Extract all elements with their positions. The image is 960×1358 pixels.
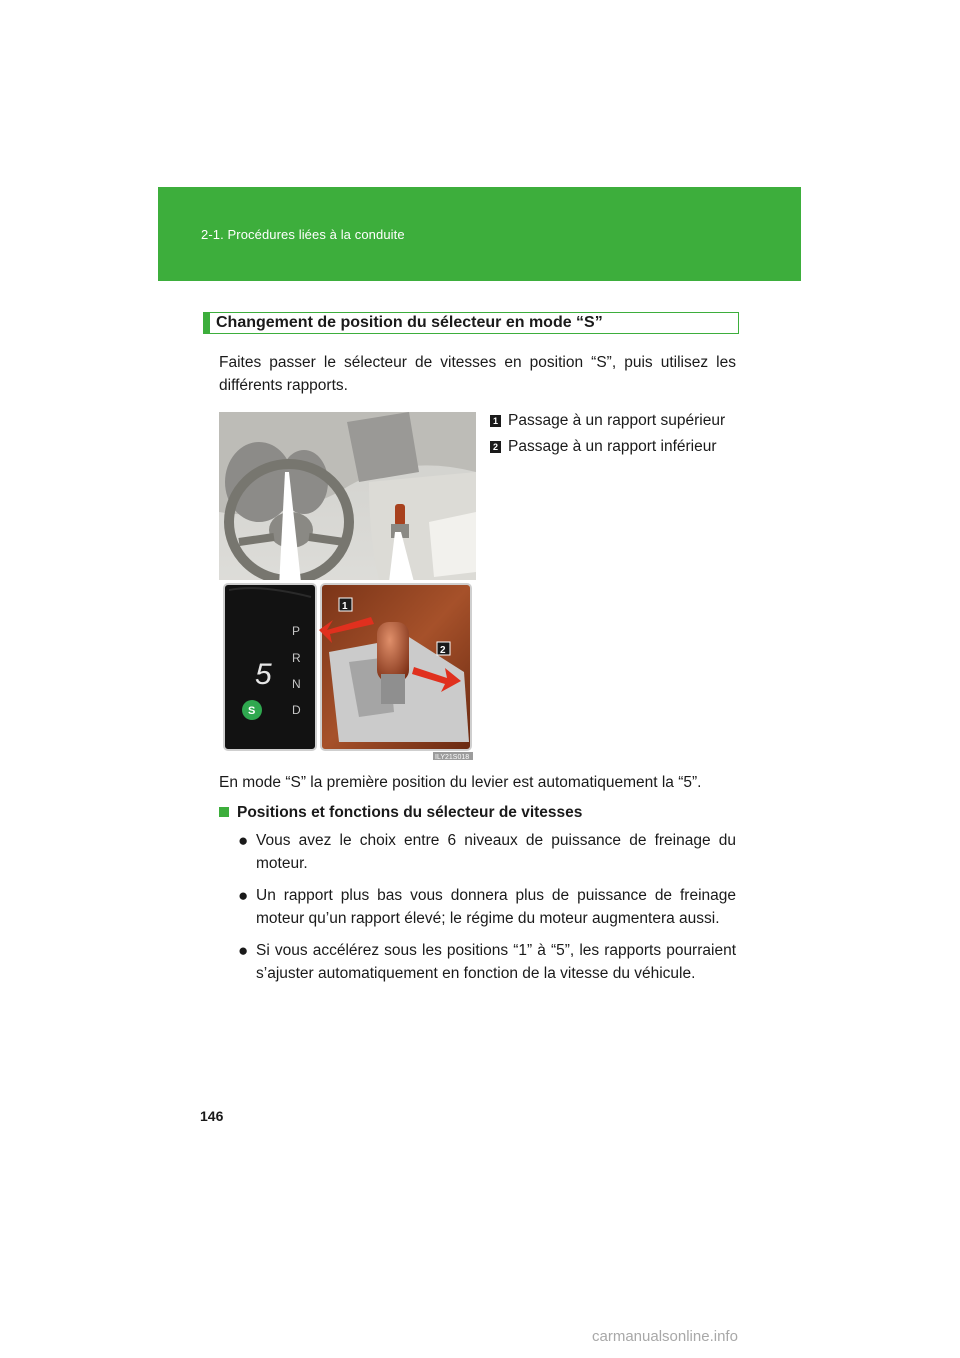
figure-code: ILY21S018 (435, 754, 470, 761)
callout-label-1: 1 (342, 601, 348, 612)
section-title-box (203, 312, 739, 334)
lever-small (395, 504, 405, 526)
bullet-text: Si vous accélérez sous les positions “1” à “5”, les rapports pourraient s’ajuster automatiquement en fonction de la vitesse du véhicule. (256, 942, 736, 982)
header-section-title: 2-1. Procédures liées à la conduite (201, 227, 405, 242)
section-title: Changement de position du sélecteur en mode “S” (216, 314, 603, 331)
legend-badge-2: 2 (490, 441, 501, 453)
bullet-item (238, 884, 736, 930)
s-mode-letter: S (248, 705, 256, 717)
callout-label-2: 2 (440, 645, 446, 656)
seat-edge (429, 512, 476, 577)
bullet-item (238, 829, 736, 875)
bullet-dot-icon: ● (238, 886, 249, 905)
mode-note: En mode “S” la première position du levier est automatiquement la “5”. (219, 774, 702, 791)
legend-badge-1: 1 (490, 415, 501, 427)
subsection-title: Positions et fonctions du sélecteur de vitesses (237, 804, 583, 821)
subsection-square-icon (219, 807, 229, 817)
shift-position-p: P (292, 624, 301, 638)
shift-lever-figure (219, 412, 476, 761)
shift-lever-illustration (219, 412, 476, 761)
header-bar (158, 187, 801, 281)
intro-paragraph: Faites passer le sélecteur de vitesses en position “S”, puis utilisez les différents rapports. (219, 354, 736, 394)
watermark: carmanualsonline.info (592, 1328, 738, 1345)
shift-position-d: D (292, 703, 301, 717)
bullet-dot-icon: ● (238, 831, 249, 850)
gear-number: 5 (255, 658, 272, 691)
legend-label-upshift: Passage à un rapport supérieur (508, 412, 726, 429)
subsection-heading (219, 804, 582, 822)
page-number: 146 (200, 1108, 224, 1124)
console-screen (347, 412, 419, 482)
section-title-accent (204, 313, 210, 333)
bullet-text: Un rapport plus bas vous donnera plus de puissance de freinage moteur qu’un rapport élevé; le régime du moteur augmentera aussi. (256, 887, 736, 927)
bullet-text: Vous avez le choix entre 6 niveaux de puissance de freinage du moteur. (256, 832, 736, 872)
bullet-item (238, 939, 736, 985)
shift-position-r: R (292, 651, 301, 665)
shift-boot (381, 674, 405, 704)
legend-label-downshift: Passage à un rapport inférieur (508, 438, 717, 455)
shift-position-n: N (292, 677, 301, 691)
shift-knob (377, 622, 409, 682)
bullet-dot-icon: ● (238, 941, 249, 960)
